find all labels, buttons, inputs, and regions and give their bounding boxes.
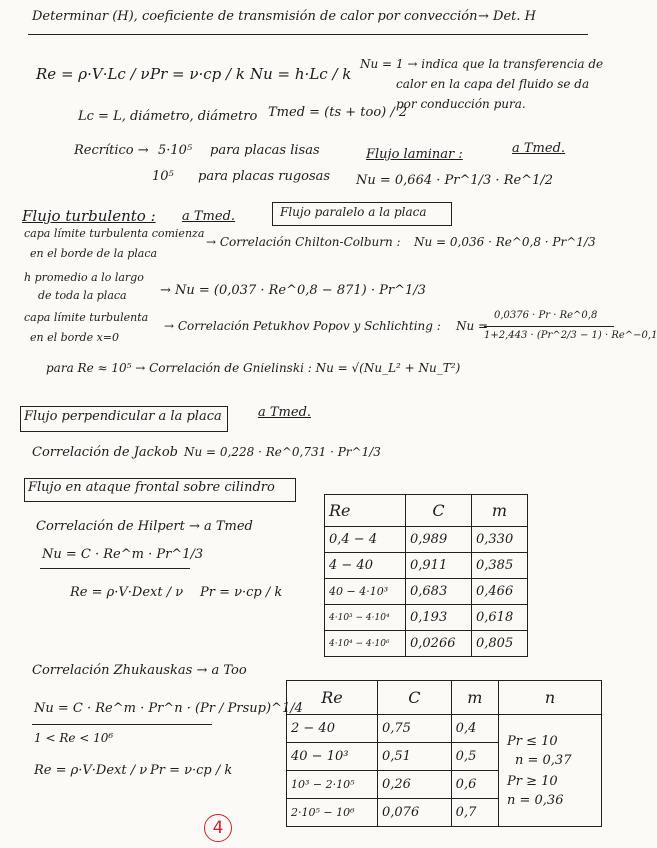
zhukauskas-header-m: m bbox=[451, 681, 498, 715]
prandtl-formula: Pr = ν·cp / k bbox=[150, 65, 245, 83]
table-cell: 40 − 10³ bbox=[287, 743, 378, 771]
petukhov-denominator: 1+2,443 · (Pr^2/3 − 1) · Re^−0,1 bbox=[484, 330, 657, 341]
laminar-at: a Tmed. bbox=[512, 141, 566, 156]
jackob-formula: Nu = 0,228 · Re^0,731 · Pr^1/3 bbox=[184, 445, 381, 459]
hilpert-header-m: m bbox=[472, 495, 528, 527]
laminar-formula: Nu = 0,664 · Pr^1/3 · Re^1/2 bbox=[356, 173, 553, 188]
table-cell: 0,7 bbox=[451, 799, 498, 827]
table-cell: 2 − 40 bbox=[287, 715, 378, 743]
chilton-formula: Nu = 0,036 · Re^0,8 · Pr^1/3 bbox=[414, 235, 596, 249]
zhukauskas-title: Correlación Zhukauskas → a Too bbox=[32, 663, 247, 678]
n-value-2: n = 0,36 bbox=[507, 792, 564, 808]
perpendicular-at: a Tmed. bbox=[258, 405, 312, 420]
hilpert-table bbox=[324, 494, 528, 657]
nu1-note-line1: Nu = 1 → indica que la transferencia de bbox=[360, 57, 604, 71]
page-title: Determinar (H), coeficiente de transmisión de calor por convección bbox=[32, 9, 478, 24]
table-cell: 0,911 bbox=[406, 553, 472, 579]
table-cell: 4·10³ − 4·10⁴ bbox=[325, 605, 406, 631]
gnielinski-line: para Re ≈ 10⁵ → Correlación de Gnielinski : Nu = √(Nu_L² + Nu_T²) bbox=[46, 361, 461, 375]
zhukauskas-prandtl: Pr = ν·cp / k bbox=[150, 763, 233, 778]
hilpert-reynolds: Re = ρ·V·Dext / ν bbox=[70, 585, 184, 600]
table-cell: 0,5 bbox=[451, 743, 498, 771]
tmed-definition: Tmed = (ts + too) / 2 bbox=[268, 105, 408, 120]
table-cell: 0,4 − 4 bbox=[325, 527, 406, 553]
zhukauskas-underline bbox=[32, 724, 212, 725]
table-cell: 0,193 bbox=[406, 605, 472, 631]
hilpert-underline bbox=[40, 568, 190, 569]
nu1-note-line2: calor en la capa del fluido se da bbox=[396, 77, 590, 91]
recritico-text-1: para placas lisas bbox=[210, 143, 320, 158]
table-cell: 0,076 bbox=[378, 799, 452, 827]
lc-definition: Lc = L, diámetro, diámetro bbox=[78, 109, 258, 124]
petukhov-fraction-bar bbox=[484, 326, 614, 327]
table-cell: 4 − 40 bbox=[325, 553, 406, 579]
nu1-note-line3: por conducción pura. bbox=[396, 97, 526, 111]
reynolds-formula: Re = ρ·V·Lc / ν bbox=[36, 65, 150, 83]
perpendicular-title: Flujo perpendicular a la placa bbox=[24, 409, 222, 424]
table-cell: 0,26 bbox=[378, 771, 452, 799]
zhukauskas-header-n: n bbox=[499, 681, 602, 715]
table-cell: 0,466 bbox=[472, 579, 528, 605]
table-cell: 0,330 bbox=[472, 527, 528, 553]
hilpert-formula: Nu = C · Re^m · Pr^1/3 bbox=[42, 547, 204, 562]
zhukauskas-n-cell bbox=[499, 715, 602, 827]
table-cell: 0,618 bbox=[472, 605, 528, 631]
table-cell: 40 − 4·10³ bbox=[325, 579, 406, 605]
chilton-correlation: → Correlación Chilton-Colburn : bbox=[206, 235, 401, 249]
table-cell: 0,385 bbox=[472, 553, 528, 579]
recritico-value-1: 5·10⁵ bbox=[158, 143, 193, 158]
zhukauskas-header-c: C bbox=[378, 681, 452, 715]
det-label: → Det. H bbox=[478, 9, 536, 24]
petukhov-condition-1: capa límite turbulenta bbox=[24, 311, 149, 324]
paralelo-title: Flujo paralelo a la placa bbox=[280, 205, 427, 219]
n-value-1: n = 0,37 bbox=[515, 752, 572, 768]
table-cell: 0,0266 bbox=[406, 631, 472, 657]
petukhov-numerator: 0,0376 · Pr · Re^0,8 bbox=[494, 310, 598, 321]
petukhov-correlation: → Correlación Petukhov Popov y Schlichting : bbox=[164, 319, 441, 333]
petukhov-condition-2: en el borde x=0 bbox=[30, 331, 120, 344]
table-cell: 0,75 bbox=[378, 715, 452, 743]
turbulento-title: Flujo turbulento : bbox=[22, 207, 156, 225]
hilpert-header-re: Re bbox=[325, 495, 406, 527]
table-cell: 0,989 bbox=[406, 527, 472, 553]
turbulento-at: a Tmed. bbox=[182, 209, 236, 224]
zhukauskas-range: 1 < Re < 10⁶ bbox=[34, 731, 114, 745]
table-cell: 0,51 bbox=[378, 743, 452, 771]
petukhov-formula-lhs: Nu = bbox=[456, 319, 489, 333]
zhukauskas-formula: Nu = C · Re^m · Pr^n · (Pr / Prsup)^1/4 bbox=[34, 701, 303, 716]
table-cell: 10³ − 2·10⁵ bbox=[287, 771, 378, 799]
avg-formula: → Nu = (0,037 · Re^0,8 − 871) · Pr^1/3 bbox=[160, 283, 426, 298]
table-cell: 0,4 bbox=[451, 715, 498, 743]
hilpert-correlation: Correlación de Hilpert → a Tmed bbox=[36, 519, 253, 534]
table-cell: 0,805 bbox=[472, 631, 528, 657]
laminar-title: Flujo laminar : bbox=[366, 147, 463, 162]
recritico-label: Recrítico → bbox=[74, 143, 149, 158]
chilton-condition-1: capa límite turbulenta comienza bbox=[24, 227, 205, 240]
zhukauskas-header-re: Re bbox=[287, 681, 378, 715]
chilton-condition-2: en el borde de la placa bbox=[30, 247, 158, 260]
recritico-value-2: 10⁵ bbox=[152, 169, 174, 184]
nusselt-formula: Nu = h·Lc / k bbox=[250, 65, 352, 83]
table-cell: 4·10⁴ − 4·10⁶ bbox=[325, 631, 406, 657]
n-condition-1: Pr ≤ 10 bbox=[507, 733, 558, 749]
table-cell: 2·10⁵ − 10⁶ bbox=[287, 799, 378, 827]
zhukauskas-table bbox=[286, 680, 602, 827]
avg-condition-2: de toda la placa bbox=[38, 289, 127, 302]
n-condition-2: Pr ≥ 10 bbox=[507, 773, 558, 789]
hilpert-header-c: C bbox=[406, 495, 472, 527]
hilpert-prandtl: Pr = ν·cp / k bbox=[200, 585, 283, 600]
table-cell: 0,6 bbox=[451, 771, 498, 799]
cilindro-title: Flujo en ataque frontal sobre cilindro bbox=[28, 480, 275, 495]
title-underline bbox=[28, 34, 588, 35]
page-number: 4 bbox=[204, 814, 232, 842]
zhukauskas-reynolds: Re = ρ·V·Dext / ν bbox=[34, 763, 148, 778]
recritico-text-2: para placas rugosas bbox=[198, 169, 331, 184]
table-cell: 0,683 bbox=[406, 579, 472, 605]
jackob-correlation: Correlación de Jackob bbox=[32, 445, 178, 460]
avg-condition-1: h promedio a lo largo bbox=[24, 271, 144, 284]
